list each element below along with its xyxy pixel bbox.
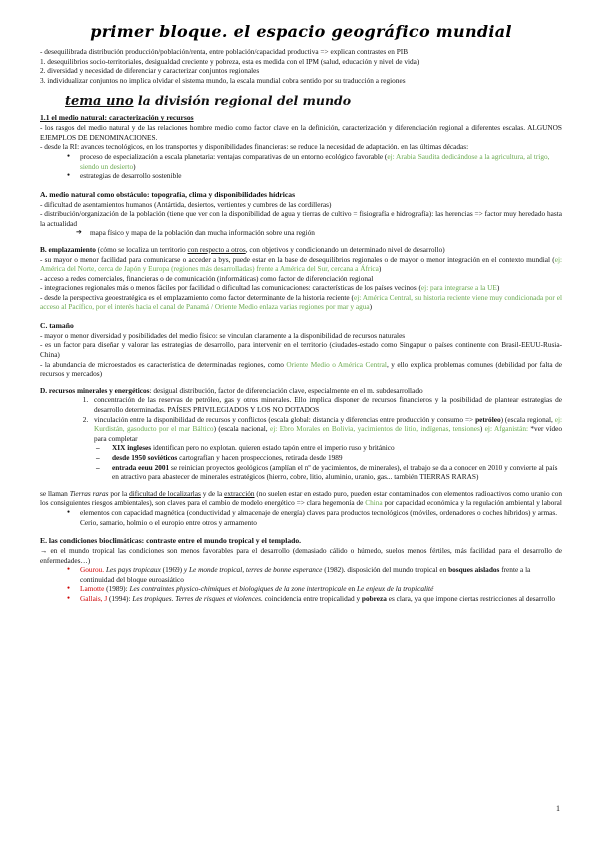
subheading-c: C. tamaño: [40, 321, 74, 331]
numbered-item: 2. vinculación entre la disponibilidad de recursos y conflictos (escala global: distancia y diferencias entre producción y consumo => petróleo) (escala regional, ej: Kurdistán, gasoducto por el mar Báltico) (escala nacional, ej: Ebro Morales en Bolivia, yacimientos de litio, indígenas, tensiones) ej: Afganistán: *ver vídeo para completar: [90, 415, 562, 444]
page-title: primer bloque. el espacio geográfico mundial: [90, 22, 512, 41]
paragraph: → en el mundo tropical las condiciones son menos favorables para el desarrollo (demasiado cálido o húmedo, suelos menos fértiles, más facilidad para el desarrollo de enfermedades…): [40, 545, 562, 565]
paragraph: - acceso a redes comerciales, financieras o de comunicación (informáticas) como factor de diferenciación regional: [40, 273, 374, 283]
section-lead: tema uno: [65, 94, 134, 110]
paragraph: - integraciones regionales más o menos fáciles por facilidad o dificultad las comunicaciones: características de los países vecinos (ej: para integrarse a la UE): [40, 283, 500, 293]
numbered-list: [40, 395, 562, 443]
bullet-list: [40, 508, 562, 527]
arrow-list: [40, 228, 562, 238]
reference-item: ● Lamotte (1989): Les contraintes physico-chimiques et biologiques de la zone intertropicale en Le enjeux de la tropicalité: [80, 584, 562, 594]
paragraph: - mayor o menor diversidad y posibilidades del medio físico: se vinculan claramente a la disponibilidad de recursos naturales: [40, 330, 406, 340]
subheading-a: A. medio natural como obstáculo: topografía, clima y disponibilidades hídricas: [40, 189, 296, 199]
paragraph: - la abundancia de microestados es característica de determinadas regiones, como Oriente Medio o América Central, y ello explica problemas comunes (debilidad por falta de recursos y mercados): [40, 359, 562, 379]
intro-block: [40, 47, 562, 85]
section-heading: [65, 93, 562, 109]
paragraph-rare-earths: se llaman Tierras raras por la dificultad de localizarlas y de la extracción (no suelen estar en estado puro, pueden estar contaminados con elementos radioactivos como uranio con los consiguientes riesgos ambientales), son claves para el cambio de modelo energético => clara hegemonía de China por capacidad económica y la regulación ambiental y laboral: [40, 488, 563, 508]
dash-item: – desde 1950 soviéticos cartografían y hacen prospecciones, retirada desde 1989: [112, 453, 562, 463]
paragraph: - desde la RI: avances tecnológicos, en los transportes y disponibilidades financieras: se reduce la necesidad de adaptación. en las últimas décadas:: [40, 142, 469, 152]
bullet-item: ● proceso de especialización a escala planetaria: ventajas comparativas de un entorno ecológico favorable (ej: Arabia Saudita dedicándose a la agricultura, al trigo, siendo un desierto): [80, 152, 562, 171]
bullet-list: [40, 152, 562, 181]
intro-line: - desequilibrada distribución producción/población/renta, entre población/capacidad productiva => explican contrastes en PIB: [40, 47, 409, 56]
paragraph: - desde la perspectiva geoestratégica es el emplazamiento como factor determinante de la historia reciente (ej: América Central, su historia reciente viene muy condicionada por el acceso al Pacífico, por el interés hacia el canal de Panamá / Oriente Medio enlaza varias regiones por mar y agua): [40, 292, 562, 312]
paragraph: - distribución/organización de la población (tiene que ver con la disponibilidad de agua y tierras de cultivo = fisiografía e hidrografía): las herencias => factor muy heredado hasta la actualidad: [40, 209, 562, 228]
paragraph: - su mayor o menor facilidad para comunicarse o acceder a bys, puede estar en la base de desequilibrios regionales o de mayor o menor integración en el contexto mundial (ej: América del Norte, cerca de Japón y Europa (regiones más desarrolladas) frente a América del Sur, cercana a África): [40, 254, 562, 274]
paragraph: - los rasgos del medio natural y de las relaciones hombre medio como factor clave en la definición, caracterización y diferenciación regional a diferentes escalas. ALGUNOS EJEMPLOS DE DENOMINACIONES.: [40, 123, 562, 142]
reference-item: ● Gourou. Les pays tropicaux (1969) y Le monde tropical, terres de bonne esperance (1982). disposición del mundo tropical en bosques aislados frente a la continuidad del bloque euroasiático: [80, 565, 562, 584]
subheading-e: E. las condiciones bioclimáticas: contraste entre el mundo tropical y el templado.: [40, 536, 302, 546]
dash-list: [40, 443, 562, 481]
dash-item: – XIX ingleses identifican pero no explotan. quieren estado tapón entre el imperio ruso y británico: [112, 443, 562, 453]
reference-item: ● Gallais, J (1994): Les tropiques. Terres de risques et violences. coincidencia entre tropicalidad y pobreza es clara, ya que impone ciertas restricciones al desarrollo: [80, 594, 562, 604]
intro-line: 1. desequilibrios socio-territoriales, desigualdad creciente y pobreza, esta es medida con el IPM (salud, educación y nivel de vida): [40, 56, 420, 66]
intro-line: 3. individualizar conjuntos no implica olvidar el sistema mundo, la escala mundial cobra sentido por su traducción a regiones: [40, 75, 406, 85]
bullet-item: ● elementos con capacidad magnética (conductividad y almacenaje de energía) claves para productos tecnológicos (móviles, ordenadores o coches híbridos) y armas. Cerio, samario, holmio o el europio entre otros y armamento: [80, 508, 562, 527]
subheading-1-1: 1.1 el medio natural: caracterización y recursos: [40, 113, 194, 123]
references-list: [40, 565, 562, 603]
paragraph-d: D. recursos minerales y energéticos: desigual distribución, factor de diferenciación clave, especialmente en el m. subdesarrollado: [40, 385, 423, 395]
section-rest: la división regional del mundo: [137, 93, 352, 109]
dash-item: – entrada eeuu 2001 se reinician proyectos geológicos (amplían el nº de yacimientos, de minerales), el trabajo se da a conocer en 2010 y convierte al país en atractivo para abastecer de minerales estratégicos (hierro, cobre, litio, aluminio, uranio, gas... también TIERRAS RARAS): [112, 463, 562, 482]
paragraph: - dificultad de asentamientos humanos (Antártida, desiertos, vertientes y cumbres de las cordilleras): [40, 199, 332, 209]
arrow-item: ➔ mapa físico y mapa de la población dan mucha información sobre una región: [90, 228, 562, 238]
intro-line: 2. diversidad y necesidad de diferenciar y caracterizar conjuntos regionales: [40, 66, 260, 76]
numbered-item: 1. concentración de las reservas de petróleo, gas y otros minerales. Ello implica disponer de recursos financieros y la posibilidad de plantear estrategias de desarrollo determinadas. PAÍSES PRIVILEGIADOS Y LOS NO DOTADOS: [90, 395, 562, 414]
paragraph: - es un factor para diseñar y valorar las estrategias de desarrollo, para intervenir en el territorio (ciudades-estado como Singapur o países continente con Brasil-EEUU-Rusia-China): [40, 340, 562, 360]
document-page: [40, 22, 562, 604]
paragraph-b: B. emplazamiento (cómo se localiza un territorio con respecto a otros, con objetivos y condicionando un determinado nivel de desarrollo): [40, 244, 445, 254]
bullet-item: ● estrategias de desarrollo sostenible: [80, 171, 562, 181]
page-number: 1: [556, 804, 560, 813]
